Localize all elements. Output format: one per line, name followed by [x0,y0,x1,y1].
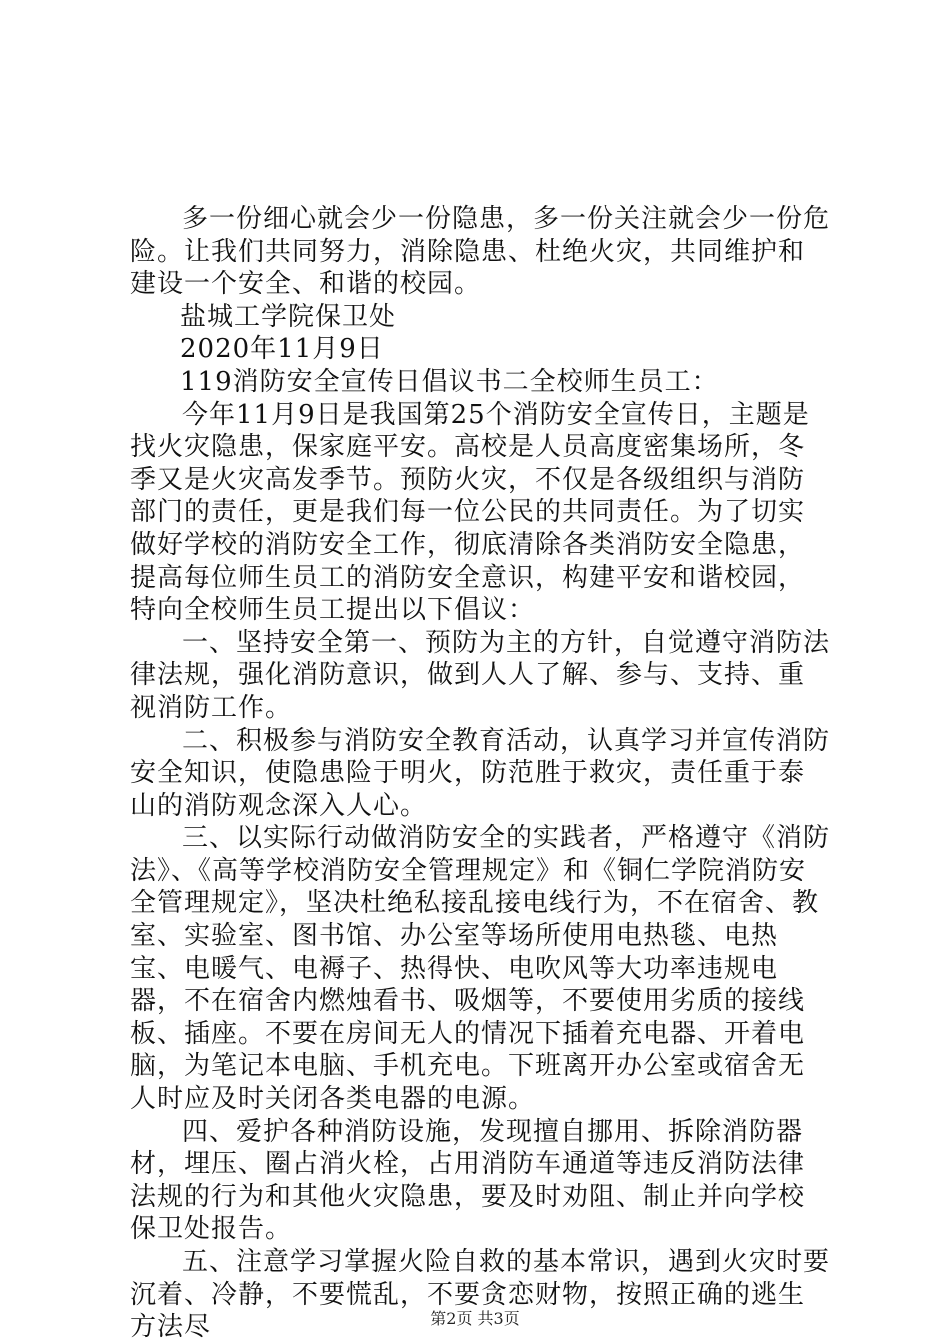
page-number-footer: 第2页 共3页 [430,1309,520,1328]
proposal-item-4: 四、爱护各种消防设施，发现擅自挪用、拆除消防器材，埋压、圈占消火栓，占用消防车通道等违反消防法律法规的行为和其他火灾隐患，要及时劝阻、制止并向学校保卫处报告。 [130,1116,806,1245]
signature-organization: 盐城工学院保卫处 [180,301,397,332]
proposal-item-3: 三、以实际行动做消防安全的实践者，严格遵守《消防法》、《高等学校消防安全管理规定》和《铜仁学院消防安全管理规定》，坚决杜绝私接乱接电线行为，不在宿舍、教室、实验室、图书馆、办公室等场所使用电热毯、电热宝、电暖气、电褥子、热得快、电吹风等大功率违规电器，不在宿舍内燃烛看书、吸烟等，不要使用劣质的接线板、插座。不要在房间无人的情况下插着充电器、开着电脑，为笔记本电脑、手机充电。下班离开办公室或宿舍无人时应及时关闭各类电器的电源。 [130,823,831,1115]
second-proposal-heading: 119消防安全宣传日倡议书二全校师生员工： [180,366,719,397]
proposal-item-2: 二、积极参与消防安全教育活动，认真学习并宣传消防安全知识，使隐患险于明火，防范胜于救灾，责任重于泰山的消防观念深入人心。 [130,725,831,821]
intro-paragraph: 今年11月9日是我国第25个消防安全宣传日，主题是找火灾隐患，保家庭平安。高校是人员高度密集场所，冬季又是火灾高发季节。预防火灾，不仅是各级组织与消防部门的责任，更是我们每一位公民的共同责任。为了切实做好学校的消防安全工作，彻底清除各类消防安全隐患，提高每位师生员工的消防安全意识，构建平安和谐校园，特向全校师生员工提出以下倡议： [130,399,810,626]
closing-paragraph: 多一份细心就会少一份隐患，多一份关注就会少一份危险。让我们共同努力，消除隐患、杜绝火灾，共同维护和建设一个安全、和谐的校园。 [130,204,831,300]
signature-date: 2020年11月9日 [180,334,384,365]
proposal-item-5: 五、注意学习掌握火险自救的基本常识，遇到火灾时要沉着、冷静，不要慌乱，不要贪恋财物，按照正确的逃生方法尽 [130,1247,831,1343]
document-body [130,203,830,1344]
proposal-item-1: 一、坚持安全第一、预防为主的方针，自觉遵守消防法律法规，强化消防意识，做到人人了解、参与、支持、重视消防工作。 [130,627,831,723]
